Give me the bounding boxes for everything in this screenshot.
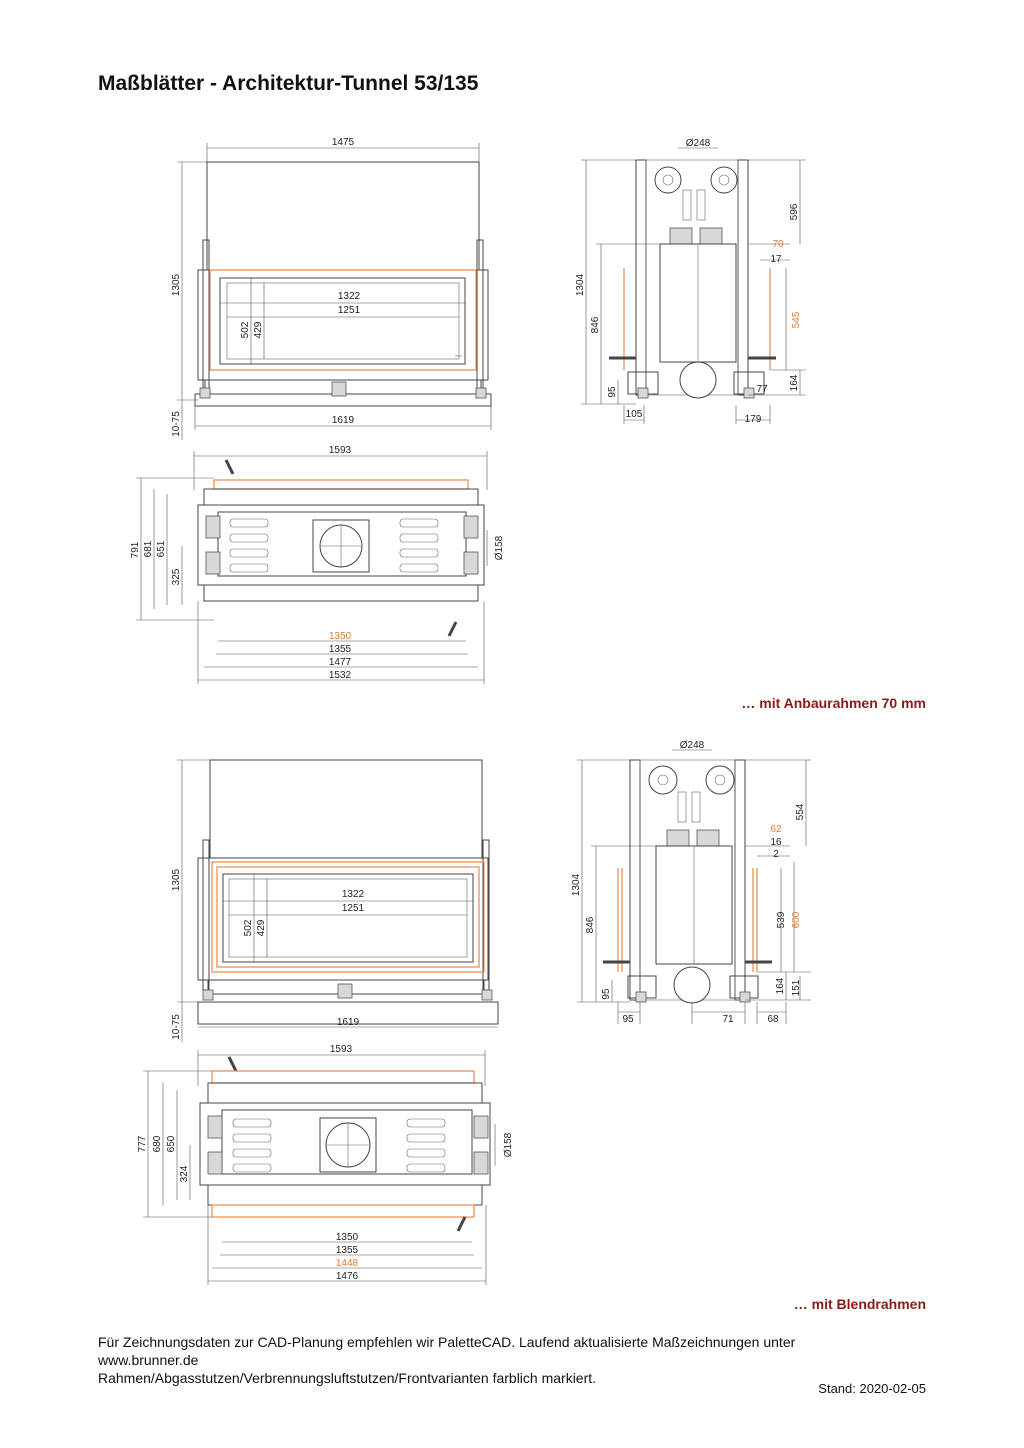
dim-side1-d-right: 77: [756, 384, 768, 395]
front-view-1: [171, 137, 491, 440]
plan-view-1: [130, 445, 505, 684]
dim-plan1-w-4: 1532: [328, 670, 352, 681]
dim-side2-h-base: 164: [775, 977, 786, 995]
dim-side1-h-foot: 95: [607, 386, 618, 398]
dim-plan1-d-4: 325: [171, 568, 182, 586]
dim-plan1-d-2: 681: [143, 540, 154, 558]
dim-side1-frame: 70: [772, 239, 784, 250]
dim-side2-frame-h: 539: [776, 911, 787, 929]
dim-plan2-d-3: 650: [166, 1135, 177, 1153]
dim-plan1-w-top: 1593: [328, 445, 352, 456]
dim-side2-h-foot: 95: [601, 988, 612, 1000]
dim-side2-w-right: 68: [767, 1014, 779, 1025]
dim-front2-w-outer: 1322: [341, 889, 365, 900]
dim-side1-w-right: 179: [744, 414, 762, 425]
dim-side1-frame-h: 545: [791, 311, 802, 329]
dim-plan2-w-2: 1355: [335, 1245, 359, 1256]
dim-front2-h-feet: 10-75: [171, 1014, 182, 1040]
dim-front1-h-inner: 429: [253, 321, 264, 339]
dim-front2-h-outer: 502: [243, 919, 254, 937]
dim-side1-h-top: 596: [789, 203, 800, 221]
dim-side1-gap: 17: [770, 254, 782, 265]
section-caption-anbaurahmen: … mit Anbaurahmen 70 mm: [741, 695, 926, 711]
dim-front2-h-total: 1305: [171, 868, 182, 892]
page-title: Maßblätter - Architektur-Tunnel 53/135: [98, 72, 479, 95]
side-view-2: [571, 740, 811, 1025]
dim-side2-w-mid: 71: [722, 1014, 734, 1025]
dim-side2-w-left: 95: [622, 1014, 634, 1025]
dim-plan2-w-4: 1476: [335, 1271, 359, 1282]
dim-plan2-w-3: 1448: [335, 1258, 359, 1269]
dim-side2-frame-h2: 600: [791, 911, 802, 929]
dim-side2-h-total: 1304: [571, 873, 582, 897]
dim-side2-d-flue: Ø248: [679, 740, 705, 751]
dim-plan1-d-total: 791: [130, 541, 141, 559]
dim-plan2-w-1: 1350: [335, 1232, 359, 1243]
dim-plan1-d-air: Ø158: [494, 535, 505, 561]
dim-plan2-d-air: Ø158: [503, 1132, 514, 1158]
dim-plan2-d-total: 777: [137, 1135, 148, 1153]
dim-plan2-w-top: 1593: [329, 1044, 353, 1055]
dim-front2-w-inner: 1251: [341, 903, 365, 914]
dim-front1-w-inner: 1251: [337, 305, 361, 316]
dim-front1-w-outer: 1322: [337, 291, 361, 302]
dim-side1-d-flue: Ø248: [685, 138, 711, 149]
plan-view-2: [137, 1044, 514, 1285]
dim-side1-h-base: 164: [789, 374, 800, 392]
dim-side1-w-left: 105: [625, 409, 643, 420]
dim-front2-w-base: 1619: [336, 1017, 360, 1028]
dim-plan1-w-2: 1355: [328, 644, 352, 655]
side-view-1: [575, 138, 806, 425]
dim-side2-h-frame: 846: [585, 916, 596, 934]
dim-plan1-w-1: 1350: [328, 631, 352, 642]
dim-plan2-d-2: 680: [152, 1135, 163, 1153]
footer-line-colors: Rahmen/Abgasstutzen/Verbrennungsluftstutzen/Frontvarianten farblich markiert.: [98, 1370, 597, 1386]
dim-front1-h-feet: 10-75: [171, 411, 182, 437]
dim-front2-h-inner: 429: [256, 919, 267, 937]
dim-plan1-w-3: 1477: [328, 657, 352, 668]
front-view-2: [171, 760, 498, 1042]
dim-side2-h-base2: 151: [791, 979, 802, 997]
footer-line-cad: Für Zeichnungsdaten zur CAD-Planung empfehlen wir PaletteCAD. Laufend aktualisierte Maßzeichnungen unter: [98, 1334, 796, 1350]
dim-side2-frame: 62: [770, 824, 782, 835]
dim-front1-w-top: 1475: [331, 137, 355, 148]
section-caption-blendrahmen: … mit Blendrahmen: [793, 1296, 926, 1312]
dim-front1-h-outer: 502: [240, 321, 251, 339]
dim-plan2-d-4: 324: [179, 1165, 190, 1183]
dim-plan1-d-3: 651: [156, 540, 167, 558]
dim-side2-gap: 16: [770, 837, 782, 848]
footer-line-url: www.brunner.de: [98, 1352, 199, 1368]
dim-side2-gap2: 2: [773, 849, 779, 860]
dim-side2-h-top: 554: [795, 803, 806, 821]
dim-side1-h-total: 1304: [575, 273, 586, 297]
dim-side1-h-frame: 846: [590, 316, 601, 334]
dim-front1-h-total: 1305: [171, 273, 182, 297]
dim-front1-w-base: 1619: [331, 415, 355, 426]
footer-notes: [98, 1333, 928, 1387]
revision-date: Stand: 2020-02-05: [818, 1381, 926, 1396]
